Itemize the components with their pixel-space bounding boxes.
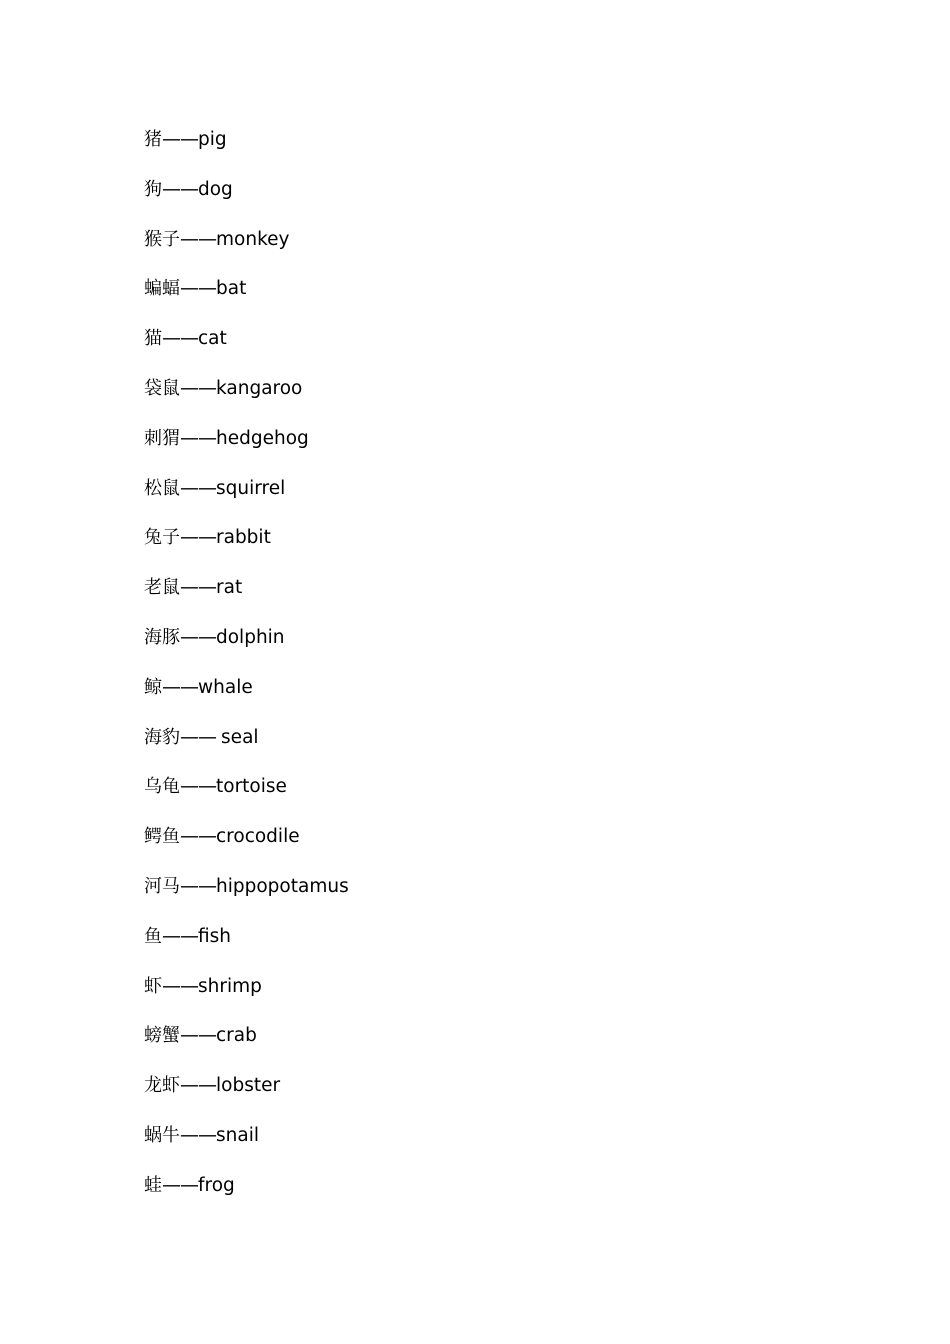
dash-separator: —— [180,625,216,648]
vocab-entry [144,323,349,373]
dash-separator: —— [162,1173,198,1196]
vocab-entry [144,1120,349,1170]
chinese-word: 猪 [144,129,162,150]
vocab-entry [144,224,349,274]
english-word: seal [221,726,259,748]
dash-separator: —— [180,476,216,499]
chinese-word: 兔子 [144,527,180,549]
chinese-word: 鳄鱼 [144,826,180,848]
chinese-word: 猫 [144,328,162,350]
vocab-entry [144,622,349,672]
vocab-entry [144,1070,349,1120]
vocab-entry [144,572,349,622]
chinese-word: 河马 [144,875,180,897]
dash-separator: —— [180,825,216,848]
english-word: crab [216,1025,257,1047]
dash-separator: —— [180,526,216,549]
english-word: snail [216,1124,259,1146]
vocab-entry [144,273,349,323]
vocab-entry [144,921,349,971]
chinese-word: 猴子 [144,228,180,250]
chinese-word: 刺猬 [144,427,180,449]
vocab-entry [144,473,349,523]
vocabulary-list [144,124,349,1220]
vocab-entry [144,871,349,921]
english-word: crocodile [216,826,300,848]
english-word: rabbit [216,527,271,549]
vocab-entry [144,672,349,722]
chinese-word: 乌龟 [144,776,180,798]
english-word: whale [198,676,253,698]
english-word: monkey [216,228,290,250]
chinese-word: 蛙 [144,1174,162,1196]
dash-separator: —— [180,775,216,798]
vocab-entry [144,174,349,224]
english-word: dog [198,178,233,200]
chinese-word: 蜗牛 [144,1124,180,1146]
vocab-entry [144,124,349,174]
dash-separator: —— [180,1024,216,1047]
dash-separator: —— [162,177,198,200]
english-word: rat [216,577,243,599]
dash-separator: —— [180,725,222,748]
vocab-entry [144,821,349,871]
english-word: cat [198,328,227,350]
vocab-entry [144,1170,349,1220]
dash-separator: —— [162,974,198,997]
dash-separator: —— [162,327,198,350]
chinese-word: 袋鼠 [144,377,180,399]
chinese-word: 狗 [144,178,162,200]
chinese-word: 虾 [144,975,162,997]
dash-separator: —— [180,576,216,599]
dash-separator: —— [162,128,198,150]
chinese-word: 龙虾 [144,1075,180,1097]
vocab-entry [144,771,349,821]
dash-separator: —— [180,277,216,300]
english-word: fish [198,925,232,947]
english-word: bat [216,278,247,300]
english-word: tortoise [216,776,287,798]
chinese-word: 蝙蝠 [144,278,180,300]
vocab-entry [144,971,349,1021]
english-word: frog [198,1174,235,1196]
chinese-word: 鲸 [144,676,162,698]
dash-separator: —— [180,1074,216,1097]
dash-separator: —— [180,376,216,399]
english-word: dolphin [216,626,285,648]
vocab-entry [144,522,349,572]
dash-separator: —— [180,874,216,897]
dash-separator: —— [180,1123,216,1146]
dash-separator: —— [180,426,216,449]
vocab-entry [144,722,349,772]
vocab-entry [144,1020,349,1070]
english-word: lobster [216,1075,281,1097]
english-word: squirrel [216,477,286,499]
vocab-entry [144,423,349,473]
english-word: kangaroo [216,377,303,399]
dash-separator: —— [162,924,198,947]
english-word: shrimp [198,975,262,997]
english-word: hedgehog [216,427,309,449]
vocab-entry [144,373,349,423]
dash-separator: —— [180,227,216,250]
chinese-word: 海豚 [144,626,180,648]
english-word: hippopotamus [216,875,349,897]
chinese-word: 松鼠 [144,477,180,499]
chinese-word: 鱼 [144,925,162,947]
dash-separator: —— [162,675,198,698]
chinese-word: 老鼠 [144,577,180,599]
chinese-word: 海豹 [144,726,180,748]
english-word: pig [198,129,227,150]
chinese-word: 螃蟹 [144,1025,180,1047]
